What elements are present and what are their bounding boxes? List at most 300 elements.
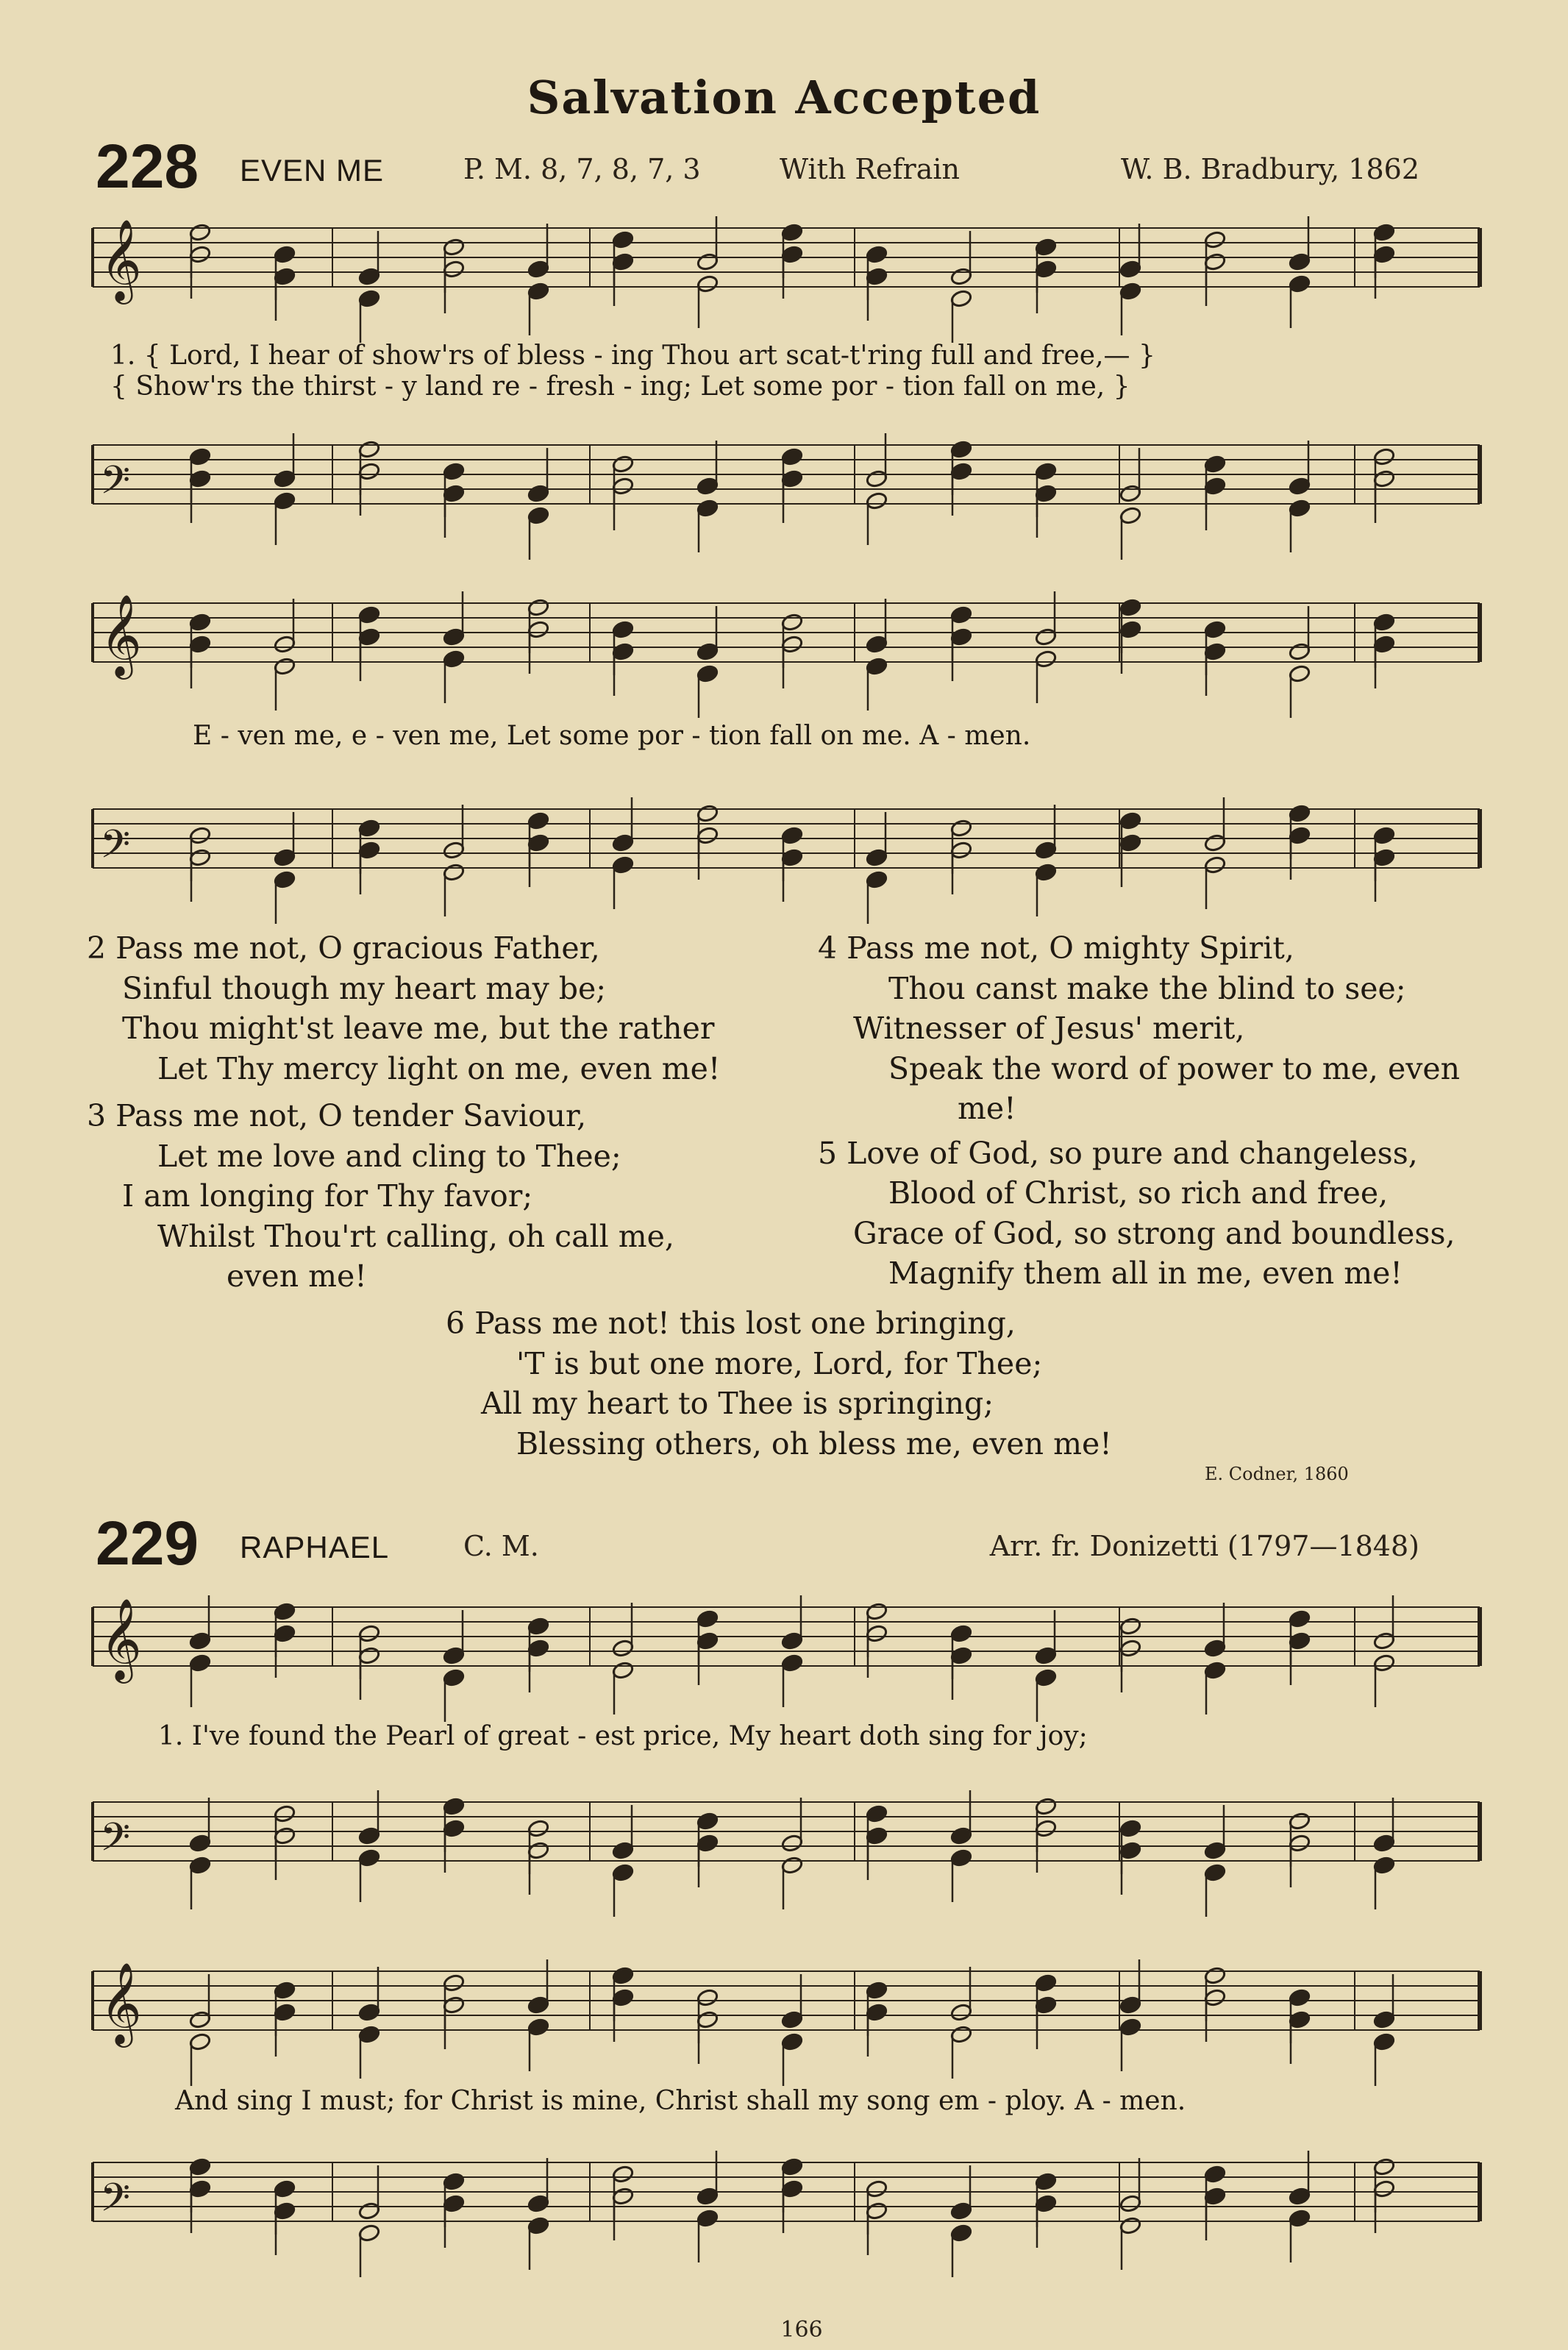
note-head	[274, 1602, 296, 1621]
note-head	[950, 462, 973, 481]
meter: P. M. 8, 7, 8, 7, 3	[463, 153, 701, 185]
note-head	[274, 848, 296, 867]
verses-left	[87, 928, 720, 1297]
note-head	[274, 469, 296, 488]
note-head	[1289, 1812, 1311, 1831]
note-head	[696, 274, 719, 293]
note-head	[696, 477, 719, 496]
note-head	[1373, 2032, 1396, 2051]
note-head	[696, 826, 719, 845]
staff-bass-229-1	[90, 1787, 1487, 1912]
note-head	[866, 2201, 888, 2221]
note-head	[866, 657, 888, 676]
note-head	[189, 635, 212, 654]
note-head	[1204, 477, 1227, 496]
note-head	[1035, 2194, 1058, 2213]
note-head	[1289, 826, 1311, 845]
note-head	[358, 841, 381, 860]
note-head	[1119, 1617, 1142, 1636]
note-head	[1289, 2010, 1311, 2029]
note-head	[189, 613, 212, 632]
note-head	[866, 469, 888, 488]
note-head	[696, 642, 719, 661]
verse-line: Sinful though my heart may be;	[122, 970, 607, 1006]
note-head	[1035, 2172, 1058, 2191]
note-head	[527, 1819, 550, 1838]
note-head	[950, 1646, 973, 1665]
staff-bass-228-2	[90, 794, 1487, 919]
note-head	[527, 282, 550, 301]
note-head	[1035, 1646, 1058, 1665]
note-head	[866, 1624, 888, 1643]
verse-line: I am longing for Thy favor;	[122, 1178, 533, 1214]
note-head	[866, 245, 888, 264]
note-head	[443, 863, 466, 882]
note-head	[527, 2216, 550, 2235]
note-head	[274, 2201, 296, 2221]
note-head	[1119, 1639, 1142, 1658]
note-head	[866, 870, 888, 889]
note-head	[443, 462, 466, 481]
note-head	[1119, 2216, 1142, 2235]
note-head	[527, 598, 550, 617]
note-head	[358, 627, 381, 647]
note-head	[358, 1646, 381, 1665]
staff-treble-228-2	[90, 588, 1487, 713]
note-head	[1119, 811, 1142, 830]
lyric-line: { Show'rs the thirst - y land re - fresh - ing; Let some por - tion fall on me, }	[110, 371, 1130, 402]
verse-line: Grace of God, so strong and boundless,	[853, 1215, 1455, 1251]
note-head	[1204, 1661, 1227, 1680]
note-head	[1373, 223, 1396, 242]
note-head	[358, 462, 381, 481]
verse-line: 'T is but one more, Lord, for Thee;	[516, 1345, 1043, 1381]
lyric-line: 1. { Lord, I hear of show'rs of bless - ing Thou art scat-t'ring full and free,— }	[110, 341, 1155, 371]
note-head	[1119, 2194, 1142, 2213]
note-head	[866, 1804, 888, 1823]
note-head	[612, 833, 635, 852]
note-head	[781, 1631, 804, 1651]
note-head	[696, 664, 719, 683]
note-head	[1373, 613, 1396, 632]
composer: Arr. fr. Donizetti (1797—1848)	[989, 1530, 1419, 1562]
verse-line: 6 Pass me not! this lost one bringing,	[446, 1306, 1016, 1341]
bass-clef-icon: 𝄢	[100, 1815, 131, 1870]
note-head	[358, 267, 381, 286]
note-head	[866, 1981, 888, 2000]
treble-clef-icon: 𝄞	[100, 1598, 142, 1680]
note-head	[1373, 2157, 1396, 2176]
note-head	[189, 223, 212, 242]
note-head	[950, 1826, 973, 1845]
note-head	[358, 289, 381, 308]
note-head	[443, 1797, 466, 1816]
note-head	[1289, 1988, 1311, 2007]
note-head	[612, 2165, 635, 2184]
note-head	[612, 1966, 635, 1985]
note-head	[1119, 282, 1142, 301]
note-head	[274, 870, 296, 889]
note-head	[1035, 627, 1058, 647]
note-head	[1204, 833, 1227, 852]
note-head	[189, 2010, 212, 2029]
note-head	[612, 2187, 635, 2206]
verse-line: Let me love and cling to Thee;	[157, 1138, 621, 1174]
treble-clef-icon: 𝄞	[100, 594, 142, 676]
note-head	[274, 2003, 296, 2022]
note-head	[1119, 484, 1142, 503]
note-head	[527, 1841, 550, 1860]
note-head	[866, 1826, 888, 1845]
note-head	[1204, 1639, 1227, 1658]
note-head	[1035, 1797, 1058, 1816]
note-head	[612, 1661, 635, 1680]
note-head	[1289, 1834, 1311, 1853]
note-head	[612, 230, 635, 249]
note-head	[527, 833, 550, 852]
note-head	[358, 1624, 381, 1643]
note-head	[443, 260, 466, 279]
verse-line: Whilst Thou'rt calling, oh call me,	[157, 1218, 674, 1254]
note-head	[781, 2157, 804, 2176]
note-head	[1289, 274, 1311, 293]
note-head	[358, 819, 381, 838]
note-head	[1373, 2179, 1396, 2198]
note-head	[1373, 1856, 1396, 1875]
note-head	[1204, 1863, 1227, 1882]
verse-line: Let Thy mercy light on me, even me!	[157, 1050, 721, 1086]
verse-line: even me!	[227, 1258, 367, 1294]
note-head	[866, 2179, 888, 2198]
note-head	[189, 1856, 212, 1875]
note-head	[189, 826, 212, 845]
note-head	[950, 2223, 973, 2243]
note-head	[612, 1863, 635, 1882]
note-head	[1119, 1841, 1142, 1860]
text-attribution: E. Codner, 1860	[1205, 1464, 1349, 1484]
note-head	[1035, 238, 1058, 257]
note-head	[1204, 455, 1227, 474]
note-head	[443, 2172, 466, 2191]
note-head	[358, 2223, 381, 2243]
note-head	[527, 506, 550, 525]
note-head	[443, 1819, 466, 1838]
note-head	[527, 2018, 550, 2037]
note-head	[189, 469, 212, 488]
note-head	[358, 440, 381, 459]
note-head	[781, 2032, 804, 2051]
note-head	[1035, 841, 1058, 860]
verses-right	[818, 928, 1460, 1294]
note-head	[696, 1609, 719, 1628]
note-head	[1373, 1653, 1396, 1673]
note-head	[1035, 462, 1058, 481]
hymn-228-header	[96, 131, 1478, 204]
note-head	[1119, 1995, 1142, 2015]
verse-line: 2 Pass me not, O gracious Father,	[87, 930, 600, 966]
note-head	[866, 2003, 888, 2022]
verses-center	[446, 1303, 1112, 1464]
note-head	[1119, 598, 1142, 617]
note-head	[781, 245, 804, 264]
note-head	[1289, 2187, 1311, 2206]
note-head	[443, 484, 466, 503]
note-head	[950, 440, 973, 459]
note-head	[1119, 260, 1142, 279]
note-head	[443, 1995, 466, 2015]
note-head	[1204, 620, 1227, 639]
note-head	[612, 642, 635, 661]
note-head	[781, 826, 804, 845]
note-head	[1289, 252, 1311, 271]
note-head	[1289, 1631, 1311, 1651]
note-head	[189, 1653, 212, 1673]
note-head	[443, 1668, 466, 1687]
note-head	[274, 1826, 296, 1845]
note-head	[274, 1624, 296, 1643]
note-head	[781, 848, 804, 867]
note-head	[1289, 804, 1311, 823]
note-head	[358, 2201, 381, 2221]
note-head	[527, 260, 550, 279]
note-head	[1373, 826, 1396, 845]
note-head	[781, 469, 804, 488]
note-head	[1373, 848, 1396, 867]
note-head	[1373, 245, 1396, 264]
note-head	[866, 848, 888, 867]
verse-line: 5 Love of God, so pure and changeless,	[818, 1135, 1418, 1171]
note-head	[189, 1631, 212, 1651]
note-head	[1289, 477, 1311, 496]
note-head	[696, 2187, 719, 2206]
note-head	[189, 447, 212, 466]
verse-line: Speak the word of power to me, even	[888, 1050, 1461, 1086]
note-head	[527, 811, 550, 830]
verse-line: Thou might'st leave me, but the rather	[122, 1011, 715, 1046]
staff-treble-228-1	[90, 213, 1487, 338]
bass-clef-icon: 𝄢	[100, 458, 131, 513]
bass-clef-icon: 𝄢	[100, 2176, 131, 2230]
note-head	[612, 1639, 635, 1658]
note-head	[866, 267, 888, 286]
note-head	[189, 848, 212, 867]
staff-treble-229-1	[90, 1592, 1487, 1717]
note-head	[1204, 2165, 1227, 2184]
note-head	[1204, 855, 1227, 875]
note-head	[950, 1848, 973, 1867]
note-head	[950, 289, 973, 308]
note-head	[274, 1804, 296, 1823]
verse-line: Blessing others, oh bless me, even me!	[516, 1425, 1112, 1461]
tune-name: RAPHAEL	[240, 1530, 390, 1564]
verse-line: me!	[958, 1091, 1016, 1126]
note-head	[1204, 1841, 1227, 1860]
verse-line: 4 Pass me not, O mighty Spirit,	[818, 930, 1294, 966]
note-head	[950, 2025, 973, 2044]
note-head	[1373, 1834, 1396, 1853]
lyric-line: And sing I must; for Christ is mine, Christ shall my song em - ploy. A - men.	[175, 2086, 1186, 2116]
note-head	[781, 1856, 804, 1875]
verse-line: Witnesser of Jesus' merit,	[853, 1011, 1245, 1046]
staff-treble-229-2	[90, 1956, 1487, 2082]
tune-name: EVEN ME	[240, 153, 385, 188]
note-head	[443, 1646, 466, 1665]
note-head	[1289, 642, 1311, 661]
note-head	[358, 1848, 381, 1867]
note-head	[1119, 620, 1142, 639]
note-head	[527, 620, 550, 639]
bass-clef-icon: 𝄢	[100, 822, 131, 877]
treble-clef-icon: 𝄞	[100, 1962, 142, 2044]
note-head	[1035, 863, 1058, 882]
note-head	[274, 267, 296, 286]
note-head	[1289, 2209, 1311, 2228]
note-head	[696, 1631, 719, 1651]
note-head	[1119, 506, 1142, 525]
note-head	[612, 455, 635, 474]
note-head	[950, 2003, 973, 2022]
note-head	[612, 477, 635, 496]
note-head	[696, 1812, 719, 1831]
note-head	[950, 841, 973, 860]
note-head	[1204, 642, 1227, 661]
note-head	[189, 2179, 212, 2198]
note-head	[781, 2179, 804, 2198]
note-head	[274, 657, 296, 676]
note-head	[274, 635, 296, 654]
note-head	[443, 649, 466, 669]
note-head	[358, 605, 381, 624]
note-head	[950, 627, 973, 647]
note-head	[781, 2010, 804, 2029]
note-head	[1035, 1973, 1058, 1993]
note-head	[950, 605, 973, 624]
note-head	[527, 1617, 550, 1636]
note-head	[443, 841, 466, 860]
note-head	[696, 2010, 719, 2029]
note-head	[781, 223, 804, 242]
note-head	[1204, 1988, 1227, 2007]
note-head	[443, 238, 466, 257]
note-head	[274, 245, 296, 264]
note-head	[189, 2032, 212, 2051]
section-title: Salvation Accepted	[527, 71, 1041, 124]
note-head	[1035, 1668, 1058, 1687]
note-head	[950, 267, 973, 286]
note-head	[1204, 1966, 1227, 1985]
meter: C. M.	[463, 1530, 539, 1562]
note-head	[1373, 469, 1396, 488]
hymn-number: 228	[96, 132, 199, 201]
note-head	[1035, 649, 1058, 669]
staff-bass-229-2	[90, 2148, 1487, 2273]
verse-line: Magnify them all in me, even me!	[888, 1256, 1403, 1291]
page-number: 166	[780, 2317, 823, 2343]
note-head	[612, 620, 635, 639]
note-head	[696, 499, 719, 518]
note-head	[1119, 833, 1142, 852]
note-head	[1035, 484, 1058, 503]
note-head	[950, 819, 973, 838]
note-head	[781, 1653, 804, 1673]
staff-bass-228-1	[90, 430, 1487, 555]
note-head	[1119, 1819, 1142, 1838]
note-head	[612, 1841, 635, 1860]
note-head	[1373, 447, 1396, 466]
note-head	[866, 491, 888, 510]
note-head	[1289, 1609, 1311, 1628]
note-head	[1035, 1819, 1058, 1838]
note-head	[950, 1624, 973, 1643]
verse-line: All my heart to Thee is springing;	[481, 1386, 994, 1421]
note-head	[443, 627, 466, 647]
note-head	[696, 2209, 719, 2228]
note-head	[527, 484, 550, 503]
note-head	[527, 1995, 550, 2015]
note-head	[274, 1981, 296, 2000]
note-head	[950, 2201, 973, 2221]
note-head	[866, 635, 888, 654]
note-head	[358, 2025, 381, 2044]
note-head	[527, 1639, 550, 1658]
treble-clef-icon: 𝄞	[100, 218, 142, 301]
note-head	[274, 491, 296, 510]
note-head	[358, 1826, 381, 1845]
note-head	[1035, 260, 1058, 279]
note-head	[1373, 1631, 1396, 1651]
note-head	[781, 447, 804, 466]
note-head	[612, 252, 635, 271]
note-head	[358, 2003, 381, 2022]
note-head	[1204, 230, 1227, 249]
note-head	[1289, 499, 1311, 518]
verse-line: Thou canst make the blind to see;	[888, 970, 1406, 1006]
note-head	[189, 245, 212, 264]
note-head	[274, 2179, 296, 2198]
note-head	[1289, 664, 1311, 683]
lyric-line: 1. I've found the Pearl of great - est price, My heart doth sing for joy;	[158, 1721, 1088, 1751]
note-head	[443, 2194, 466, 2213]
note-head	[1373, 2010, 1396, 2029]
note-head	[189, 2157, 212, 2176]
note-head	[696, 1834, 719, 1853]
note-head	[781, 1834, 804, 1853]
note-head	[866, 1602, 888, 1621]
note-head	[443, 1973, 466, 1993]
verse-line: Blood of Christ, so rich and free,	[888, 1175, 1389, 1211]
hymn-229-header	[96, 1508, 1478, 1581]
note-head	[1373, 635, 1396, 654]
note-head	[696, 252, 719, 271]
refrain-note: With Refrain	[780, 153, 960, 185]
hymn-number: 229	[96, 1509, 199, 1578]
note-head	[1119, 2018, 1142, 2037]
note-head	[781, 635, 804, 654]
note-head	[527, 2194, 550, 2213]
note-head	[1035, 1995, 1058, 2015]
note-head	[612, 855, 635, 875]
note-head	[612, 1988, 635, 2007]
note-head	[1204, 252, 1227, 271]
composer: W. B. Bradbury, 1862	[1121, 153, 1419, 185]
lyric-line: E - ven me, e - ven me, Let some por - tion fall on me. A - men.	[193, 721, 1031, 751]
note-head	[696, 804, 719, 823]
note-head	[696, 1988, 719, 2007]
note-head	[781, 613, 804, 632]
note-head	[189, 1834, 212, 1853]
note-head	[1204, 2187, 1227, 2206]
verse-line: 3 Pass me not, O tender Saviour,	[87, 1098, 587, 1133]
